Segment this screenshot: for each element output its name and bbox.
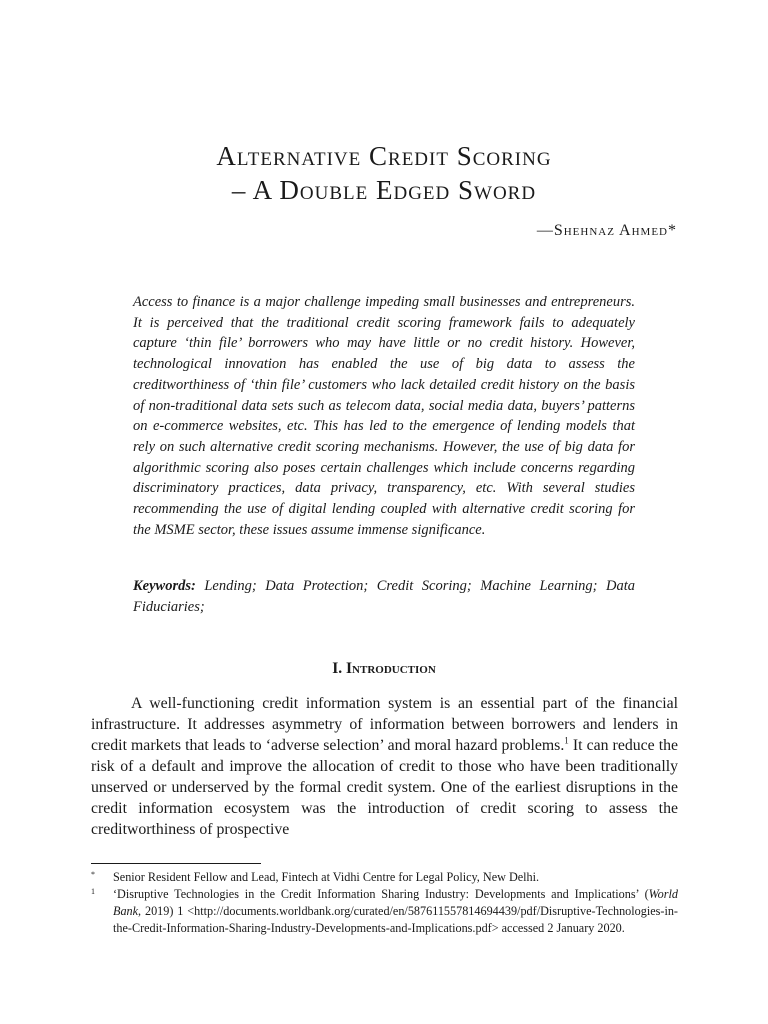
footnote-divider — [91, 863, 261, 864]
footnote-text-post[interactable]: , 2019) 1 <http://documents.worldbank.org/curated/en/587611557814694439/pdf/Disruptive-Technologies-in-the-Credit-Information-Sharing-Industry-Developments-and-Implications.pdf> accessed 2 January 2020. — [113, 904, 678, 935]
paper-title-line-1: Alternative Credit Scoring — [216, 141, 552, 171]
author-byline: —Shehnaz Ahmed* — [536, 222, 677, 239]
section-number: I. — [332, 660, 343, 677]
footnote-text — [113, 886, 678, 937]
keywords-label: Keywords: — [133, 578, 196, 594]
footnote-1 — [91, 886, 678, 937]
footnote-mark: * — [91, 870, 95, 879]
footnote-source-italic: World Bank — [113, 887, 678, 918]
section-title: Introduction — [346, 660, 436, 677]
footnote-author — [91, 869, 678, 886]
intro-text-part-1: A well-functioning credit information system is an essential part of the financial infrastructure. It addresses asymmetry of information between borrowers and lenders in credit markets that leads to ‘adverse selection’ and moral hazard problems. — [91, 695, 678, 754]
intro-paragraph — [91, 693, 678, 840]
footnote-mark: 1 — [91, 887, 95, 896]
keywords — [133, 576, 635, 617]
keywords-text: Lending; Data Protection; Credit Scoring; Machine Learning; Data Fiduciaries; — [133, 578, 635, 615]
footnote-text-pre: ‘Disruptive Technologies in the Credit Information Sharing Industry: Developments and Implications’ ( — [113, 887, 649, 901]
intro-text-part-2: It can reduce the risk of a default and improve the allocation of credit to those who have been traditionally unserved or underserved by the formal credit system. One of the earliest disruptions in the credit information ecosystem was the introduction of credit scoring to assess the creditworthiness of prospective — [91, 737, 679, 838]
paper-title-line-2: – A Double Edged Sword — [231, 175, 537, 205]
section-heading — [0, 660, 768, 678]
footnote-ref-1[interactable]: 1 — [564, 735, 569, 746]
abstract: Access to finance is a major challenge impeding small businesses and entrepreneurs. It is perceived that the traditional credit scoring framework fails to adequately capture ‘thin file’ borrowers who may have little or no credit history. However, technological innovation has enabled the use of big data to assess the creditworthiness of ‘thin file’ customers who lack detailed credit history on the basis of non-traditional data sets such as telecom data, social media data, buyers’ patterns on e-commerce websites, etc. This has led to the emergence of lending models that rely on such alternative credit scoring mechanisms. However, the use of big data for algorithmic scoring also poses certain challenges which include concerns regarding discriminatory practices, data privacy, transparency, etc. With several studies recommending the use of digital lending coupled with alternative credit scoring for the MSME sector, these issues assume immense significance. — [133, 294, 635, 538]
footnote-text: Senior Resident Fellow and Lead, Fintech at Vidhi Centre for Legal Policy, New Delhi. — [113, 870, 540, 884]
